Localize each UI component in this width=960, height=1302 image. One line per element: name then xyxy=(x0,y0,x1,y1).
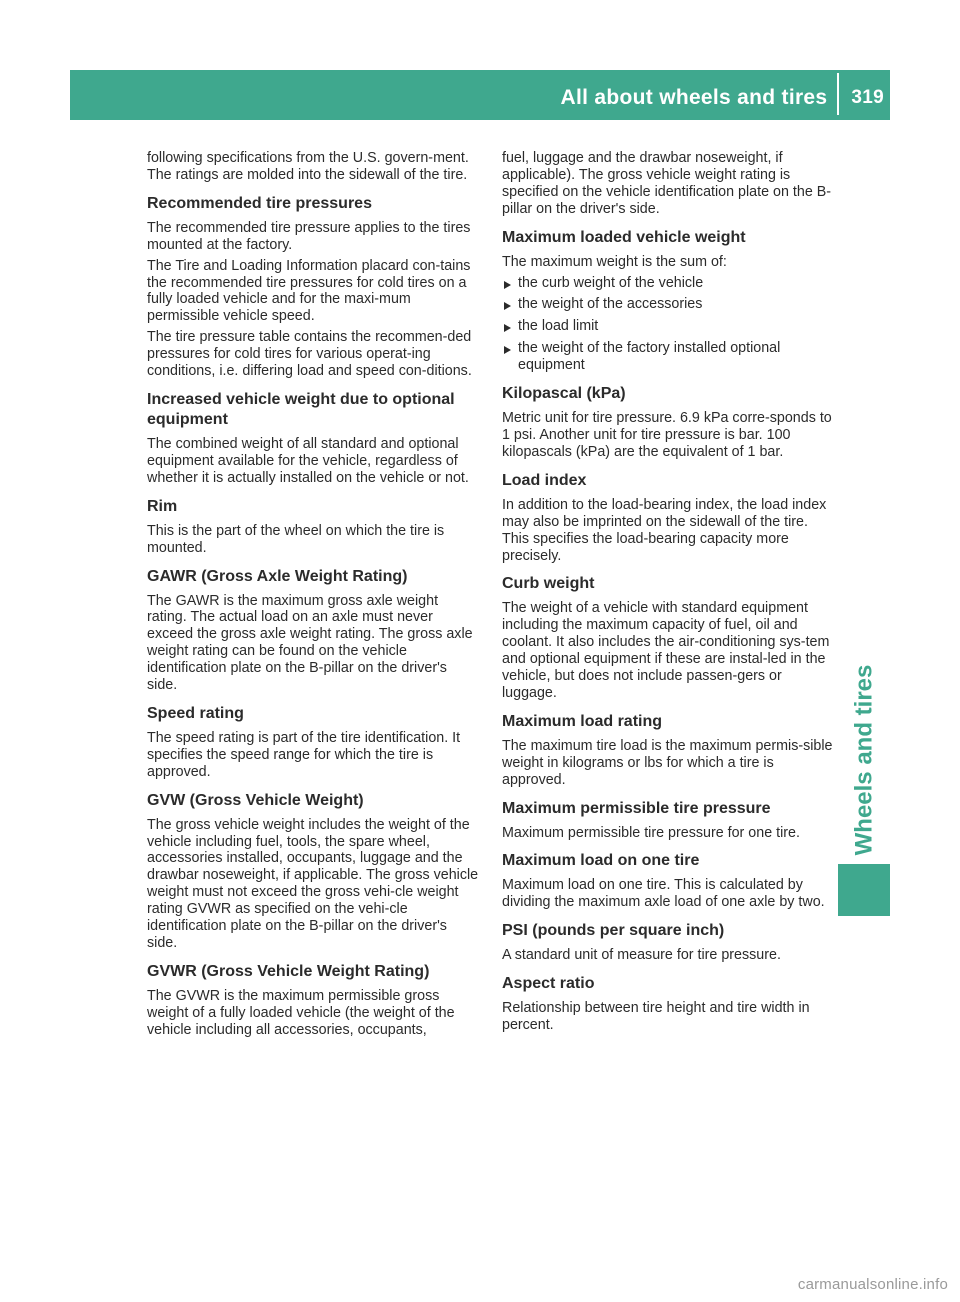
section-paragraph: Maximum load on one tire. This is calculated by dividing the maximum axle load of one axle by two. xyxy=(502,877,825,911)
section-heading: PSI (pounds per square inch) xyxy=(502,922,725,940)
list-item: the weight of the accessories xyxy=(502,296,835,313)
section-paragraph: The weight of a vehicle with standard equipment including the maximum capacity of fuel, oil and coolant. It also includes the air-conditioning sys-tem and optional equipment if these are instal-led in the vehicle, but does not include passen-gers or luggage. xyxy=(502,600,830,701)
page-number: 319 xyxy=(851,87,884,108)
section-paragraph: The tire pressure table contains the recommen-ded pressures for cold tires for various operat-ing conditions, i.e. differing load and speed con-ditions. xyxy=(147,329,472,380)
bullet-list xyxy=(502,275,835,375)
section-paragraph: The combined weight of all standard and optional equipment available for the vehicle, regardless of whether it is actually installed on the vehicle or not. xyxy=(147,435,469,486)
section-heading: Maximum load rating xyxy=(502,712,663,730)
section-paragraph: The gross vehicle weight includes the weight of the vehicle including fuel, tools, the spare wheel, accessories installed, occupants, luggage and the drawbar noseweight, if applicable. The gross vehicle weight must not exceed the gross vehi-cle weight rating GVWR as specified on the vehi-cle identification plate on the B-pillar on the driver's side. xyxy=(147,816,479,951)
list-item: the curb weight of the vehicle xyxy=(502,275,835,292)
section-paragraph: Metric unit for tire pressure. 6.9 kPa corre-sponds to 1 psi. Another unit for tire pressure is bar. 100 kilopascals (kPa) are the equivalent of 1 bar. xyxy=(502,410,832,460)
section-paragraph: This is the part of the wheel on which the tire is mounted. xyxy=(147,522,445,556)
section-heading: Rim xyxy=(147,497,178,515)
section-heading: GVWR (Gross Vehicle Weight Rating) xyxy=(147,962,430,980)
section-paragraph: In addition to the load-bearing index, the load index may also be imprinted on the sidewall of the tire. This specifies the load-bearing capacity more precisely. xyxy=(502,496,827,564)
section-paragraph: A standard unit of measure for tire pressure. xyxy=(502,947,781,964)
section-paragraph: The maximum tire load is the maximum permis-sible weight in kilograms or lbs for which a tire is approved. xyxy=(502,737,833,788)
section-paragraph: The GVWR is the maximum permissible gross weight of a fully loaded vehicle (the weight of the vehicle including all accessories, occupants, xyxy=(147,987,455,1038)
section-heading: Kilopascal (kPa) xyxy=(502,385,626,403)
side-tab-text: Wheels and tires xyxy=(850,664,878,856)
section-heading: Maximum permissible tire pressure xyxy=(502,799,771,817)
section-heading: Load index xyxy=(502,471,587,489)
section-heading: Maximum loaded vehicle weight xyxy=(502,228,746,246)
header xyxy=(490,82,890,114)
section-paragraph: Relationship between tire height and tire width in percent. xyxy=(502,1000,810,1034)
section-heading: Maximum load on one tire xyxy=(502,852,700,870)
section-paragraph: Maximum permissible tire pressure for one tire. xyxy=(502,824,800,841)
section-paragraph: The Tire and Loading Information placard con-tains the recommended tire pressures for cold tires on a fully loaded vehicle and for the maxi-mum permissible vehicle speed. xyxy=(147,257,471,325)
list-item: the weight of the factory installed optional equipment xyxy=(502,340,835,374)
left-column xyxy=(147,150,480,1043)
section-heading: Increased vehicle weight due to optional equipment xyxy=(147,390,455,428)
section-heading: Speed rating xyxy=(147,704,244,722)
side-tab-marker xyxy=(838,864,890,916)
header-divider xyxy=(837,73,839,115)
side-tab-label xyxy=(838,660,890,860)
section-paragraph: The maximum weight is the sum of: xyxy=(502,253,727,270)
section-paragraph: The GAWR is the maximum gross axle weight rating. The actual load on an axle must never exceed the gross axle weight rating. The gross axle weight rating can be found on the vehicle identification plate on the B-pillar on the driver's side. xyxy=(147,592,473,694)
intro-paragraph: following specifications from the U.S. govern-ment. The ratings are molded into the sidewall of the tire. xyxy=(147,150,469,183)
section-paragraph: The speed rating is part of the tire identification. It specifies the speed range for which the tire is approved. xyxy=(147,729,461,780)
section-paragraph: The recommended tire pressure applies to the tires mounted at the factory. xyxy=(147,219,471,253)
section-heading: Aspect ratio xyxy=(502,975,595,993)
list-item: the load limit xyxy=(502,318,835,335)
page-title: All about wheels and tires xyxy=(560,86,828,109)
section-heading: Curb weight xyxy=(502,575,595,593)
right-column xyxy=(502,150,835,1038)
section-heading: Recommended tire pressures xyxy=(147,194,372,212)
section-heading: GAWR (Gross Axle Weight Rating) xyxy=(147,567,408,585)
intro-paragraph: fuel, luggage and the drawbar noseweight, if applicable). The gross vehicle weight rating is specified on the vehicle identification plate on the B-pillar on the driver's side. xyxy=(502,150,832,217)
section-heading: GVW (Gross Vehicle Weight) xyxy=(147,791,364,809)
watermark: carmanualsonline.info xyxy=(797,1276,948,1293)
